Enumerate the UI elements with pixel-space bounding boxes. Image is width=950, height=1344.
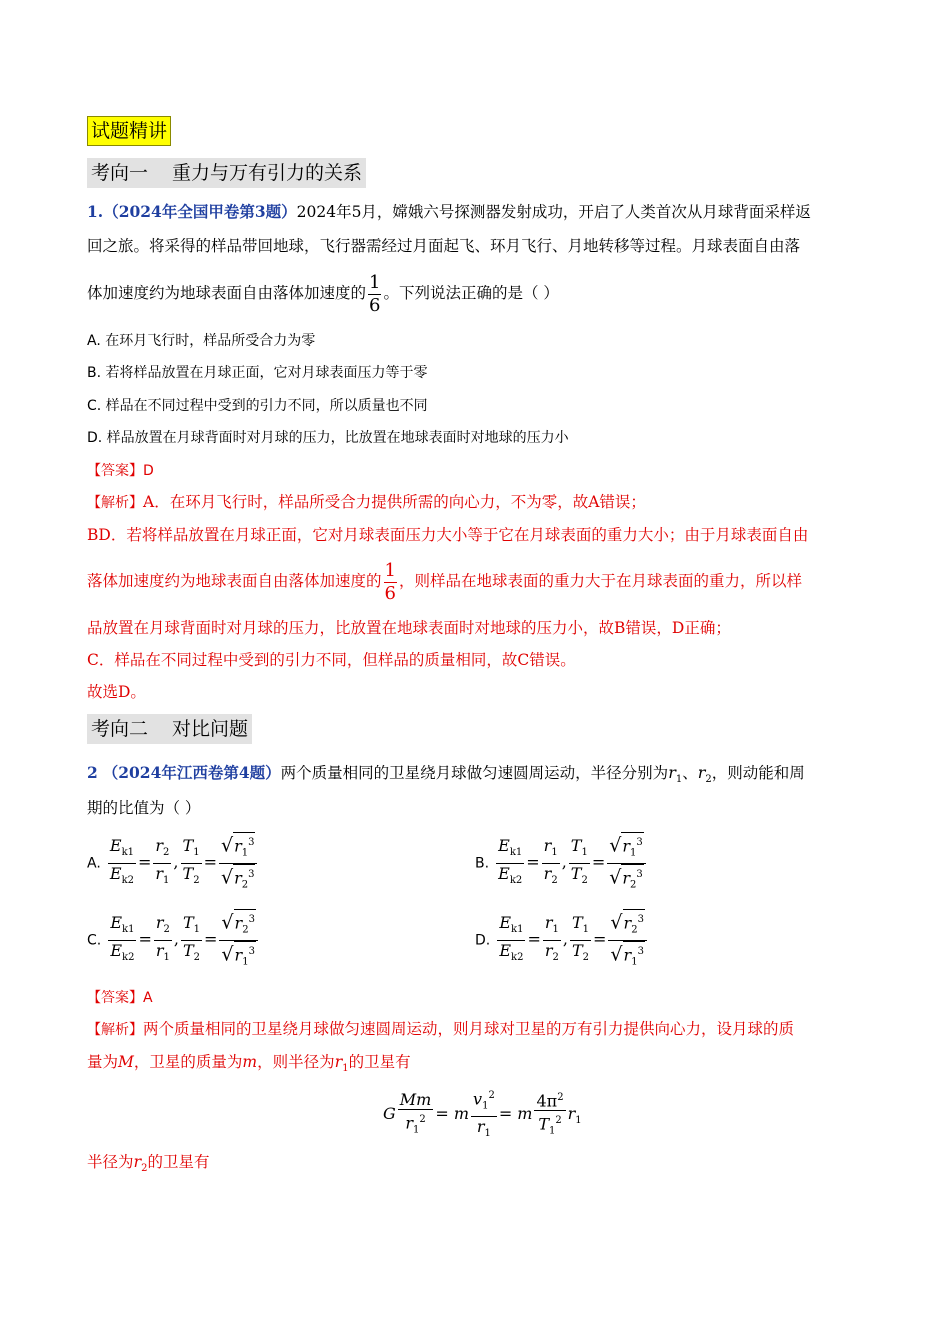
analysis-text: 的卫星有 xyxy=(348,1053,411,1071)
var-r1: $r_1$ xyxy=(668,763,683,786)
analysis-text: 量为 xyxy=(87,1053,119,1071)
option-label: C. xyxy=(87,932,102,949)
q1-analysis-line-5: C．样品在不同过程中受到的引力不同，但样品的质量相同，故C错误。 xyxy=(87,651,576,669)
gravitation-equation: G $\frac{Mm}{r_1^2}$ = m $\frac{v_1^2}{r_1}$ = m $\frac{4\pi^2}{T_1^2}$ $r_1$ xyxy=(383,1086,582,1143)
q1-analysis-line-4: 品放置在月球背面时对月球的压力，比放置在地球表面时对地球的压力小，故B错误，D正确； xyxy=(87,619,731,637)
frac-denominator: 6 xyxy=(369,294,381,316)
analysis-text: 的卫星有 xyxy=(147,1153,210,1171)
q1-number: 1. xyxy=(87,202,104,221)
analysis-text: ，则半径为 xyxy=(257,1053,335,1071)
q2-option-b[interactable]: B. $\frac{E_{k1}}{E_{k2}}$ = $\frac{r_1}{r_2}$ , $\frac{T_1}{T_2}$ = $\frac{√r_1^3}{√r_2^3}$ xyxy=(475,832,648,894)
analysis-text: ，则样品在地球表面的重力大于在月球表面的重力，所以样 xyxy=(398,572,802,590)
q2-answer: 【答案】A xyxy=(87,990,153,1006)
q2-analysis-line-1 xyxy=(87,1019,794,1040)
analysis-text: 两个质量相同的卫星绕月球做匀速圆周运动，则月球对卫星的万有引力提供向心力，设月球的质 xyxy=(143,1020,795,1038)
var-r1: $r_1$ xyxy=(334,1052,349,1075)
var-r2: $r_2$ xyxy=(697,763,712,786)
topic-heading-1 xyxy=(87,158,366,188)
frac-numerator: 1 xyxy=(369,271,381,293)
fraction-one-sixth xyxy=(384,560,397,605)
q2-analysis-line-3 xyxy=(87,1152,210,1179)
var-M: M xyxy=(118,1053,134,1071)
q2-line-1 xyxy=(87,763,805,790)
q2-stem: ，则动能和周 xyxy=(711,764,805,782)
topic-label: 考向二 xyxy=(91,718,149,740)
q2-stem: 两个质量相同的卫星绕月球做匀速圆周运动，半径分别为 xyxy=(280,764,669,782)
var-r2: $r_2$ xyxy=(133,1152,148,1175)
topic-heading-2 xyxy=(87,714,252,744)
q1-option-d[interactable]: D. 样品放置在月球背面时对月球的压力，比放置在地球表面时对地球的压力小 xyxy=(87,430,569,446)
q1-source: （2024年全国甲卷第3题） xyxy=(103,202,297,221)
q2-number: 2 xyxy=(87,763,98,782)
q2-option-d[interactable]: D. $\frac{E_{k1}}{E_{k2}}$ = $\frac{r_1}{r_2}$ , $\frac{T_1}{T_2}$ = $\frac{√r_2^3}{√r_1^3}$ xyxy=(475,909,649,971)
topic-label: 考向一 xyxy=(91,162,149,184)
q2-option-a[interactable]: A. $\frac{E_{k1}}{E_{k2}}$ = $\frac{r_2}{r_1}$ , $\frac{T_1}{T_2}$ = $\frac{√r_1^3}{√r_2^3}$ xyxy=(87,832,259,894)
q2-source: （2024年江西卷第4题） xyxy=(102,763,281,782)
q2-option-c[interactable]: C. $\frac{E_{k1}}{E_{k2}}$ = $\frac{r_2}{r_1}$ , $\frac{T_1}{T_2}$ = $\frac{√r_2^3}{√r_1^3}$ xyxy=(87,909,260,971)
q1-stem-line-1: 2024年5月，嫦娥六号探测器发射成功，开启了人类首次从月球背面采样返 xyxy=(296,203,811,221)
fraction-one-sixth xyxy=(368,272,381,317)
q1-line-2: 回之旅。将采得的样品带回地球，飞行器需经过月面起飞、环月飞行、月地转移等过程。月球表面自由落 xyxy=(87,237,801,255)
option-label: D. xyxy=(475,932,491,949)
q1-option-b[interactable]: B. 若将样品放置在月球正面，它对月球表面压力等于零 xyxy=(87,365,428,381)
q1-stem-line-3-post: 。下列说法正确的是（ ） xyxy=(383,284,559,302)
q1-stem-line-3-pre: 体加速度约为地球表面自由落体加速度的 xyxy=(87,284,367,302)
analysis-text: A．在环月飞行时，样品所受合力提供所需的向心力，不为零，故A错误； xyxy=(143,493,646,511)
q1-line-3 xyxy=(87,268,559,318)
q1-analysis-line-2: BD．若将样品放置在月球正面，它对月球表面压力大小等于它在月球表面的重力大小；由于月球表面自由 xyxy=(87,526,809,544)
q1-analysis-line-1 xyxy=(87,492,646,513)
analysis-label: 【解析】 xyxy=(87,1022,143,1038)
section-tag: 试题精讲 xyxy=(87,116,171,146)
q1-option-a[interactable]: A. 在环月飞行时，样品所受合力为零 xyxy=(87,333,316,349)
q2-line-2: 期的比值为（ ） xyxy=(87,799,201,817)
q1-analysis-line-6: 故选D。 xyxy=(87,683,146,701)
option-label: B. xyxy=(475,855,490,872)
q1-answer: 【答案】D xyxy=(87,463,154,479)
separator: 、 xyxy=(682,764,698,782)
q1-line-1 xyxy=(87,202,811,222)
analysis-text: 落体加速度约为地球表面自由落体加速度的 xyxy=(87,572,382,590)
q1-option-c[interactable]: C. 样品在不同过程中受到的引力不同，所以质量也不同 xyxy=(87,398,428,414)
option-label: A. xyxy=(87,855,101,872)
var-m: m xyxy=(242,1053,258,1071)
q2-analysis-line-2 xyxy=(87,1052,411,1079)
q1-analysis-line-3 xyxy=(87,556,802,606)
frac-numerator: 1 xyxy=(384,559,396,581)
analysis-text: 半径为 xyxy=(87,1153,134,1171)
topic-title: 重力与万有引力的关系 xyxy=(172,162,363,184)
topic-title: 对比问题 xyxy=(172,718,249,740)
analysis-label: 【解析】 xyxy=(87,495,143,511)
analysis-text: ，卫星的质量为 xyxy=(133,1053,243,1071)
frac-denominator: 6 xyxy=(384,582,396,604)
